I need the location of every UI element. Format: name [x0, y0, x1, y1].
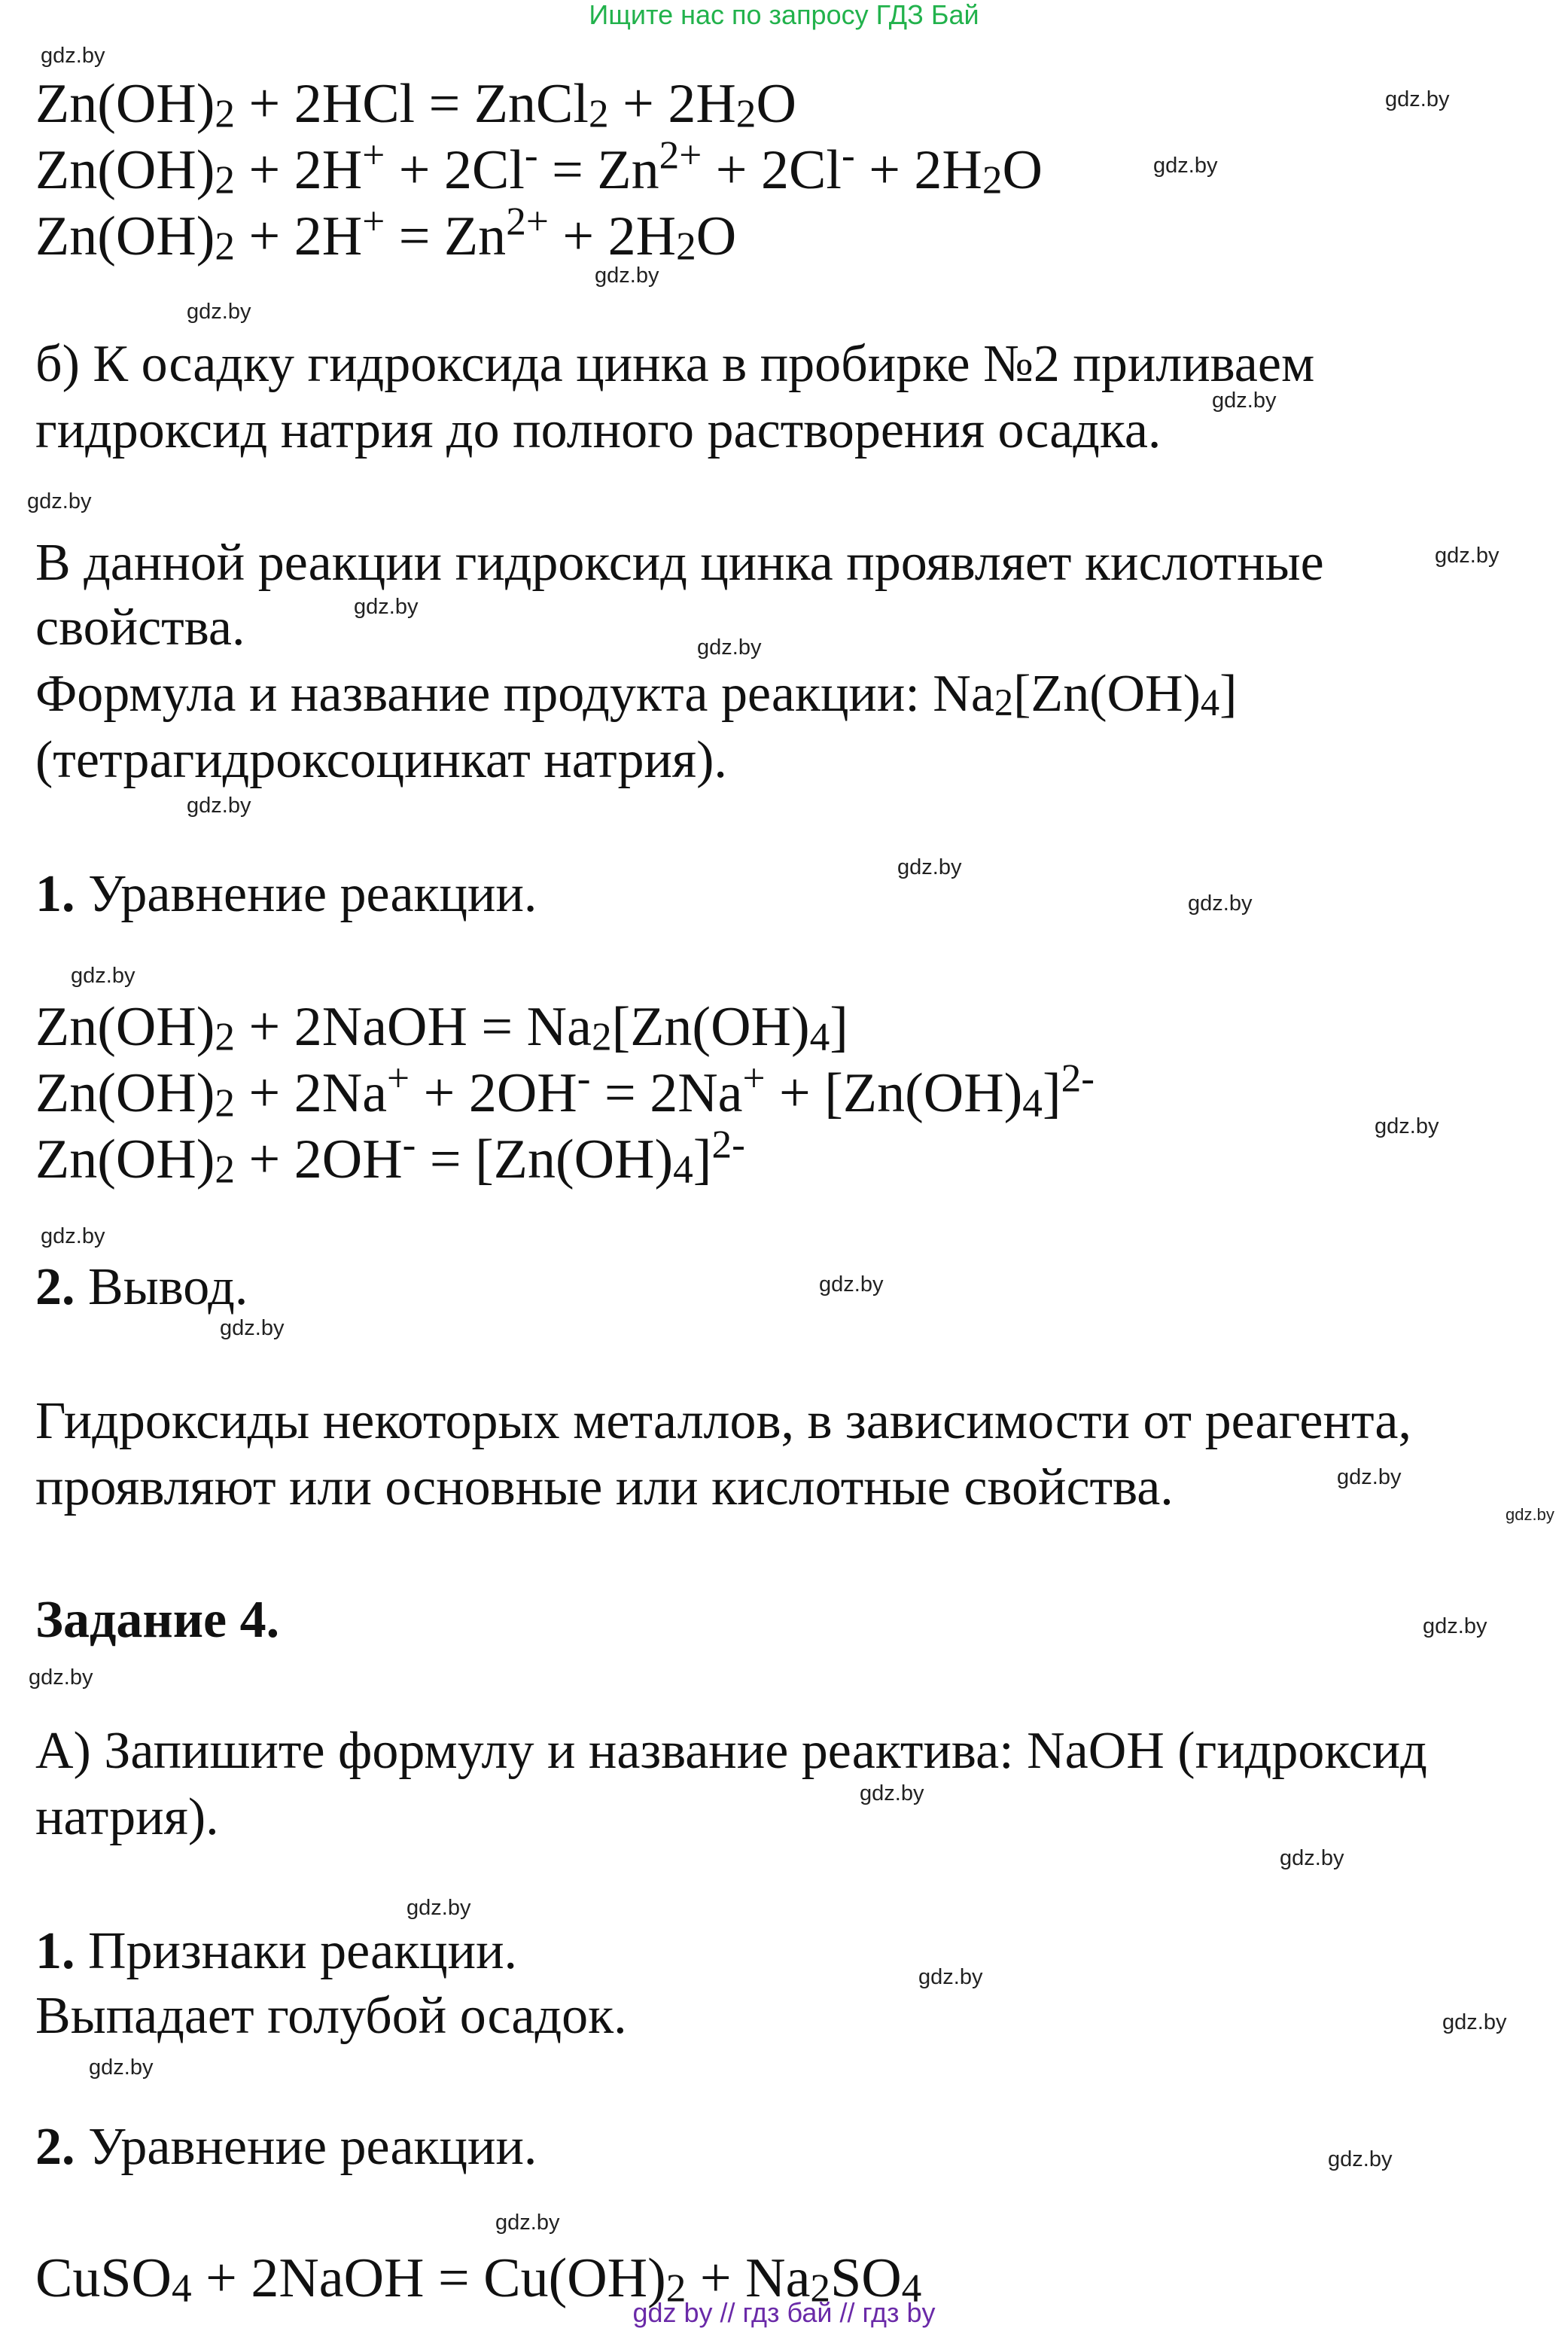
watermark: gdz.by: [819, 1272, 884, 1297]
equation-zn-hcl-molecular: $Zn(OH)_2 + 2HCl$ = ZnCl$_2$ + $2H_2O$: [35, 73, 796, 136]
watermark: gdz.by: [187, 794, 251, 818]
paragraph-b-line2: гидроксид натрия до полного растворения осадка.: [35, 401, 1162, 459]
paragraph-b-line1: б) К осадку гидроксида цинка в пробирке №2 приливаем: [35, 335, 1315, 393]
watermark: gdz.by: [1375, 1114, 1439, 1138]
watermark: gdz.by: [41, 1224, 105, 1248]
watermark: gdz.by: [1442, 2010, 1507, 2034]
conclusion-line1: Гидроксиды некоторых металлов, в зависимости от реагента,: [35, 1392, 1411, 1450]
conclusion-line2: проявляют или основные или кислотные свойства.: [35, 1458, 1174, 1516]
watermark: gdz.by: [897, 855, 962, 879]
task-4-section-1-heading: 1. Признаки реакции.: [35, 1922, 518, 1980]
watermark: gdz.by: [41, 44, 105, 68]
watermark: gdz.by: [1423, 1614, 1487, 1638]
watermark: gdz.by: [71, 964, 135, 988]
watermark: gdz.by: [1188, 891, 1253, 916]
task-4-observation: Выпадает голубой осадок.: [35, 1987, 627, 2045]
watermark: gdz.by: [1212, 389, 1277, 413]
watermark: gdz.by: [220, 1316, 285, 1340]
properties-line1: В данной реакции гидроксид цинка проявляет кислотные: [35, 534, 1324, 592]
task-4-a-line2: натрия).: [35, 1788, 219, 1846]
watermark: gdz.by: [354, 595, 419, 619]
equation-zn-naoh-short-ionic: $Zn(OH)_2 + 2OH^- = [Zn(OH)_4]^{2-}$: [35, 1122, 745, 1192]
product-formula-line: Формула и название продукта реакции: $Na_2[Zn(OH)_4]$: [35, 665, 1238, 724]
task-4-section-2-heading: 2. Уравнение реакции.: [35, 2118, 537, 2176]
watermark: gdz.by: [1385, 87, 1450, 111]
watermark: gdz.by: [918, 1965, 983, 1989]
equation-zn-naoh-full-ionic: $Zn(OH)_2 + 2Na^+ + 2OH^- = 2Na^+ + [Zn(OH)_4]^{2-}$: [35, 1056, 1095, 1126]
watermark: gdz.by: [1435, 544, 1499, 568]
watermark: gdz.by: [697, 635, 762, 660]
watermark: gdz.by: [27, 489, 92, 513]
watermark: gdz.by: [595, 264, 659, 288]
watermark: gdz.by: [1506, 1505, 1554, 1524]
watermark: gdz.by: [1328, 2147, 1393, 2171]
equation-cuso4-naoh: CuSO$_4$ + 2NaOH = $Cu(OH)_2 + Na_2SO_4$: [35, 2247, 922, 2311]
search-hint-header[interactable]: Ищите нас по запросу ГДЗ Бай: [589, 0, 979, 30]
equation-zn-hcl-full-ionic: $Zn(OH)_2 + 2H^+ + 2Cl^- = Zn^{2+} + 2Cl^- + 2H_2O$: [35, 133, 1043, 203]
task-4-a-line1: А) Запишите формулу и название реактива: NaOH (гидроксид: [35, 1722, 1427, 1780]
watermark: gdz.by: [1337, 1465, 1402, 1489]
watermark: gdz.by: [1280, 1846, 1344, 1870]
watermark: gdz.by: [29, 1665, 93, 1690]
task-4-title: Задание 4.: [35, 1591, 280, 1649]
section-1-heading: 1. Уравнение реакции.: [35, 865, 537, 923]
properties-line2: свойства.: [35, 599, 245, 657]
watermark: gdz.by: [860, 1781, 924, 1805]
section-2-heading: 2. Вывод.: [35, 1258, 248, 1316]
watermark: gdz.by: [406, 1896, 471, 1920]
equation-zn-naoh-molecular: $Zn(OH)_2$ + 2NaOH = $Na_2[Zn(OH)_4]$: [35, 996, 848, 1059]
product-name-line: (тетрагидроксоцинкат натрия).: [35, 731, 727, 789]
watermark: gdz.by: [495, 2211, 560, 2235]
watermark: gdz.by: [89, 2055, 154, 2080]
footer-links[interactable]: gdz by // гдз бай // гдз by: [632, 2297, 936, 2328]
equation-zn-hcl-short-ionic: $Zn(OH)_2 + 2H^+ = Zn^{2+} + 2H_2O$: [35, 199, 737, 269]
watermark: gdz.by: [1153, 154, 1218, 178]
watermark: gdz.by: [187, 300, 251, 324]
